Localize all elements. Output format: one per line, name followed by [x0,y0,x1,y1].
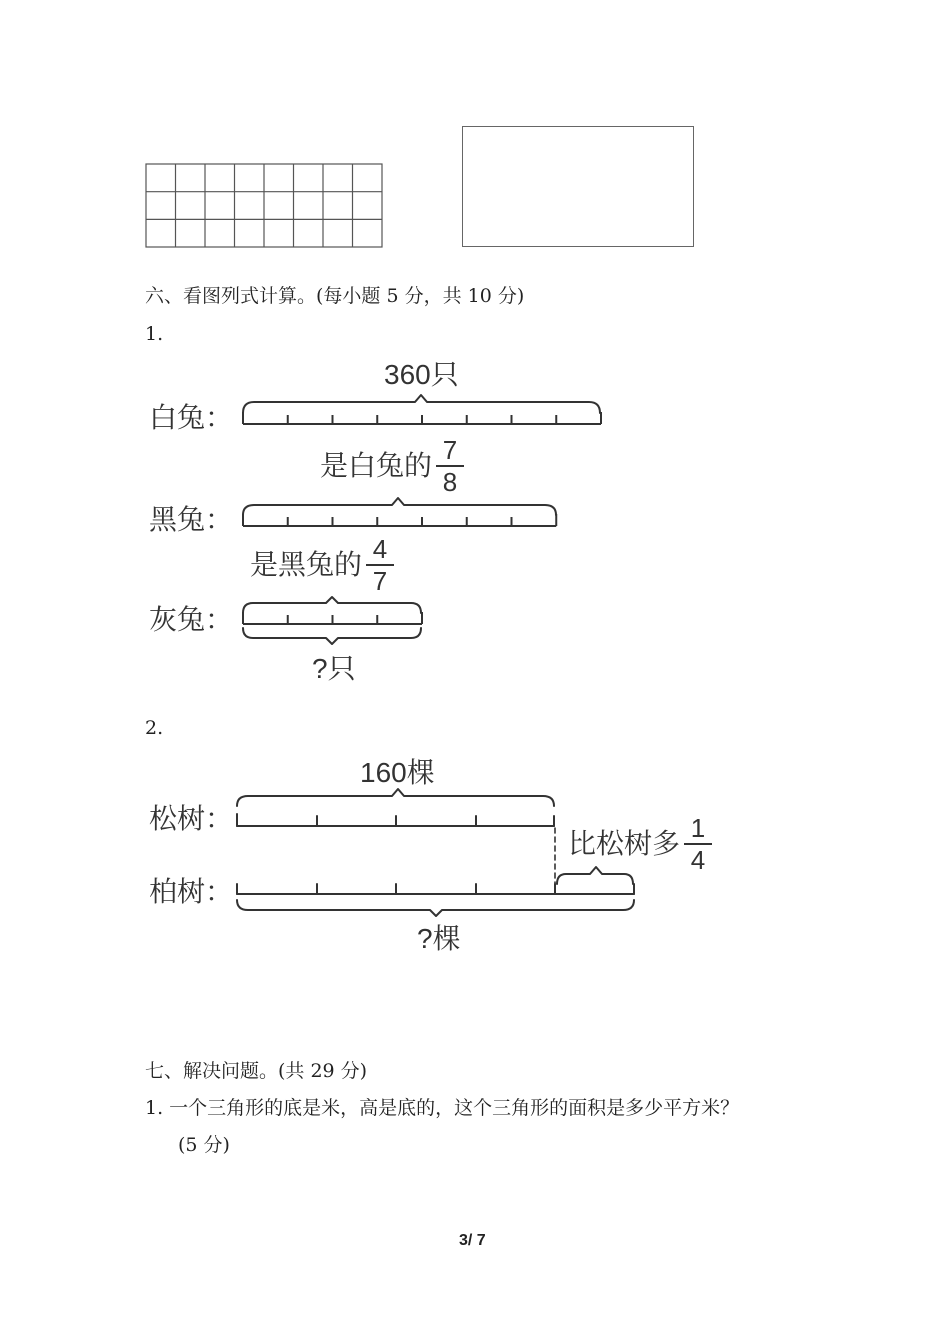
q2-segment-diagram [0,740,950,960]
section7-q1-text: 1. 一个三角形的底是米，高是底的，这个三角形的面积是多少平方米？ [145,1097,740,1119]
more-fraction-num: 1 [690,813,706,843]
pine-top-brace [237,789,554,806]
page-number: 3/ 7 [459,1232,486,1249]
q2-total-label: 160棵 [360,757,435,788]
section6-heading: 六、看图列式计算。(每小题 5 分，共 10 分) [145,285,525,307]
black-fraction-den: 8 [442,467,458,497]
more-caption-text: 比松树多 [568,827,681,860]
q1-question-label: ?只 [312,653,356,684]
white-rabbit-label: 白兔： [149,401,234,434]
black-caption-text: 是白兔的 [320,449,433,482]
gray-caption-text: 是黑兔的 [250,548,363,581]
q2-question-label: ?棵 [417,923,461,954]
section7-heading: 七、解决问题。(共 29 分) [145,1060,368,1082]
black-fraction-num: 7 [442,435,458,465]
cypress-bottom-brace [237,900,634,916]
black-rabbit-label: 黑兔： [149,503,234,536]
more-fraction-den: 4 [690,845,706,875]
cypress-label: 柏树： [149,875,234,908]
section7-q1-points: (5 分) [178,1134,230,1156]
white-top-brace [243,395,600,413]
gray-rabbit-label: 灰兔： [149,603,234,636]
black-top-brace [243,498,556,515]
q1-number: 1. [145,323,164,345]
q1-total-label: 360只 [384,359,459,390]
gray-top-brace [243,597,421,613]
gray-fraction-den: 7 [372,566,388,596]
pine-label: 松树： [149,802,234,835]
gray-bottom-brace [243,628,421,644]
q2-number: 2. [145,717,164,739]
gray-fraction-num: 4 [372,534,388,564]
extra-top-brace [557,867,633,884]
